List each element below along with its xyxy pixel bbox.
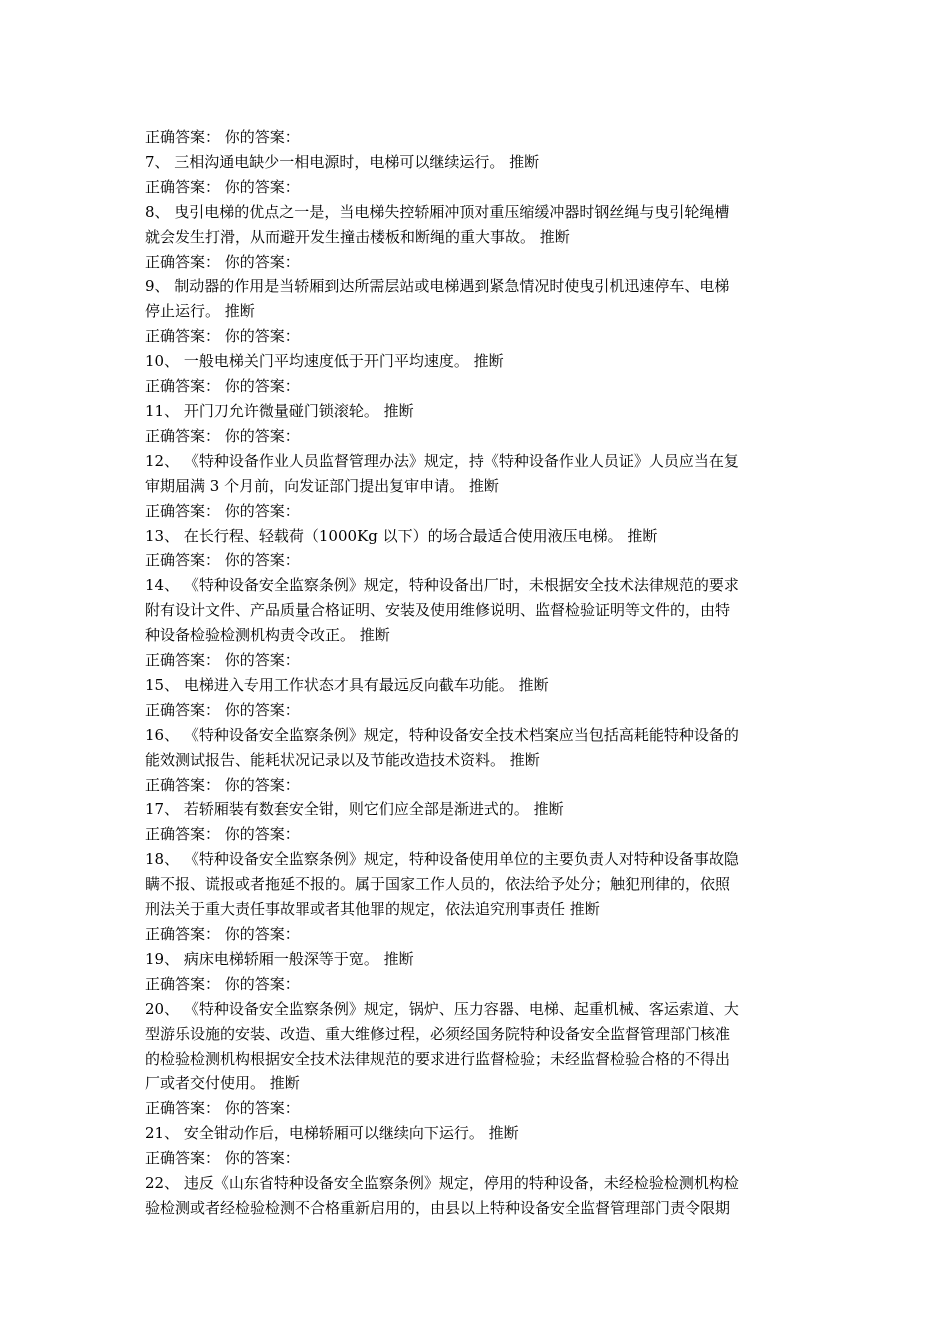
question-text-line: 9、 制动器的作用是当轿厢到达所需层站或电梯遇到紧急情况时使曳引机迅速停车、电梯 bbox=[145, 277, 730, 296]
answer-line bbox=[145, 175, 808, 200]
question-text-line: 20、 《特种设备安全监察条例》规定，锅炉、压力容器、电梯、起重机械、客运索道、大 bbox=[145, 999, 739, 1018]
answer-line bbox=[145, 698, 808, 723]
correct-answer-label: 正确答案： bbox=[145, 1099, 221, 1118]
your-answer-label: 你的答案： bbox=[224, 426, 300, 445]
correct-answer-label: 正确答案： bbox=[145, 700, 221, 719]
question-item bbox=[145, 399, 808, 424]
your-answer-label: 你的答案： bbox=[224, 377, 300, 396]
question-text-line: 停止运行。 推断 bbox=[145, 302, 255, 321]
question-text-line: 21、 安全钳动作后，电梯轿厢可以继续向下运行。 推断 bbox=[145, 1124, 519, 1143]
question-text-line: 瞒不报、谎报或者拖延不报的。属于国家工作人员的，依法给予处分；触犯刑律的，依照 bbox=[145, 875, 731, 894]
your-answer-label: 你的答案： bbox=[224, 501, 300, 520]
question-item bbox=[145, 274, 808, 324]
answer-line bbox=[145, 424, 808, 449]
question-text-line: 就会发生打滑，从而避开发生撞击楼板和断绳的重大事故。 推断 bbox=[145, 227, 570, 246]
question-item bbox=[145, 524, 808, 549]
your-answer-label: 你的答案： bbox=[224, 925, 300, 943]
correct-answer-label: 正确答案： bbox=[145, 177, 221, 196]
answer-line bbox=[145, 324, 808, 349]
answer-line bbox=[145, 250, 808, 275]
question-item bbox=[145, 1121, 808, 1146]
question-text-line: 11、 开门刀允许微量碰门锁滚轮。 推断 bbox=[145, 401, 414, 420]
correct-answer-label: 正确答案： bbox=[145, 651, 221, 670]
question-item bbox=[145, 673, 808, 698]
answer-line bbox=[145, 648, 808, 673]
question-item bbox=[145, 723, 808, 773]
question-text-line: 22、 违反《山东省特种设备安全监察条例》规定，停用的特种设备，未经检验检测机构检 bbox=[145, 1174, 739, 1193]
question-text-line: 审期届满 3 个月前，向发证部门提出复审申请。 推断 bbox=[145, 476, 499, 495]
your-answer-label: 你的答案： bbox=[224, 327, 300, 346]
your-answer-label: 你的答案： bbox=[224, 551, 300, 570]
answer-line bbox=[145, 1146, 808, 1171]
question-text-line: 种设备检验检测机构责令改正。 推断 bbox=[145, 626, 390, 645]
answer-line bbox=[145, 125, 808, 150]
correct-answer-label: 正确答案： bbox=[145, 128, 221, 146]
question-text-line: 16、 《特种设备安全监察条例》规定，特种设备安全技术档案应当包括高耗能特种设备的 bbox=[145, 725, 739, 744]
answer-line bbox=[145, 922, 808, 947]
correct-answer-label: 正确答案： bbox=[145, 974, 221, 993]
question-item bbox=[145, 573, 808, 648]
correct-answer-label: 正确答案： bbox=[145, 377, 221, 396]
question-text-line: 刑法关于重大责任事故罪或者其他罪的规定，依法追究刑事责任 推断 bbox=[145, 900, 600, 919]
correct-answer-label: 正确答案： bbox=[145, 327, 221, 346]
answer-line bbox=[145, 972, 808, 997]
answer-line bbox=[145, 822, 808, 847]
question-text-line: 18、 《特种设备安全监察条例》规定，特种设备使用单位的主要负责人对特种设备事故隐 bbox=[145, 850, 739, 869]
your-answer-label: 你的答案： bbox=[224, 1149, 300, 1168]
question-list bbox=[145, 150, 808, 1221]
question-item bbox=[145, 947, 808, 972]
question-text-line: 14、 《特种设备安全监察条例》规定，特种设备出厂时，未根据安全技术法律规范的要求 bbox=[145, 576, 739, 595]
question-text-line: 13、 在长行程、轻载荷（1000Kg 以下）的场合最适合使用液压电梯。 推断 bbox=[145, 526, 658, 545]
question-item bbox=[145, 200, 808, 250]
your-answer-label: 你的答案： bbox=[224, 177, 300, 196]
question-text-line: 19、 病床电梯轿厢一般深等于宽。 推断 bbox=[145, 949, 414, 968]
question-item bbox=[145, 997, 808, 1097]
question-text-line: 17、 若轿厢装有数套安全钳，则它们应全部是渐进式的。 推断 bbox=[145, 800, 564, 819]
correct-answer-label: 正确答案： bbox=[145, 252, 221, 271]
answer-line bbox=[145, 374, 808, 399]
question-item bbox=[145, 797, 808, 822]
your-answer-label: 你的答案： bbox=[224, 128, 300, 146]
correct-answer-label: 正确答案： bbox=[145, 1149, 221, 1168]
your-answer-label: 你的答案： bbox=[224, 775, 300, 794]
correct-answer-label: 正确答案： bbox=[145, 925, 221, 943]
question-item bbox=[145, 847, 808, 922]
correct-answer-label: 正确答案： bbox=[145, 501, 221, 520]
answer-line bbox=[145, 548, 808, 573]
your-answer-label: 你的答案： bbox=[224, 974, 300, 993]
correct-answer-label: 正确答案： bbox=[145, 426, 221, 445]
your-answer-label: 你的答案： bbox=[224, 700, 300, 719]
your-answer-label: 你的答案： bbox=[224, 825, 300, 844]
question-item bbox=[145, 1171, 808, 1221]
your-answer-label: 你的答案： bbox=[224, 1099, 300, 1118]
question-text-line: 验检测或者经检验检测不合格重新启用的，由县以上特种设备安全监督管理部门责令限期 bbox=[145, 1198, 731, 1217]
your-answer-label: 你的答案： bbox=[224, 252, 300, 271]
question-text-line: 的检验检测机构根据安全技术法律规范的要求进行监督检验；未经监督检验合格的不得出 bbox=[145, 1049, 731, 1068]
correct-answer-label: 正确答案： bbox=[145, 825, 221, 844]
question-text-line: 能效测试报告、能耗状况记录以及节能改造技术资料。 推断 bbox=[145, 750, 540, 769]
question-text-line: 附有设计文件、产品质量合格证明、安装及使用维修说明、监督检验证明等文件的，由特 bbox=[145, 601, 731, 620]
question-text-line: 型游乐设施的安装、改造、重大维修过程，必须经国务院特种设备安全监督管理部门核准 bbox=[145, 1024, 731, 1043]
your-answer-label: 你的答案： bbox=[224, 651, 300, 670]
question-text-line: 8、 曳引电梯的优点之一是，当电梯失控轿厢冲顶对重压缩缓冲器时钢丝绳与曳引轮绳槽 bbox=[145, 202, 730, 221]
question-item bbox=[145, 349, 808, 374]
question-text-line: 12、 《特种设备作业人员监督管理办法》规定，持《特种设备作业人员证》人员应当在复 bbox=[145, 451, 739, 470]
answer-line bbox=[145, 499, 808, 524]
question-text-line: 7、 三相沟通电缺少一相电源时，电梯可以继续运行。 推断 bbox=[145, 152, 540, 171]
answer-line bbox=[145, 773, 808, 798]
answer-line bbox=[145, 1096, 808, 1121]
correct-answer-label: 正确答案： bbox=[145, 775, 221, 794]
document-page bbox=[145, 125, 808, 1221]
question-item bbox=[145, 150, 808, 175]
question-text-line: 10、 一般电梯关门平均速度低于开门平均速度。 推断 bbox=[145, 352, 504, 371]
correct-answer-label: 正确答案： bbox=[145, 551, 221, 570]
question-text-line: 厂或者交付使用。 推断 bbox=[145, 1074, 300, 1093]
question-item bbox=[145, 449, 808, 499]
question-text-line: 15、 电梯进入专用工作状态才具有最远反向截车功能。 推断 bbox=[145, 675, 549, 694]
